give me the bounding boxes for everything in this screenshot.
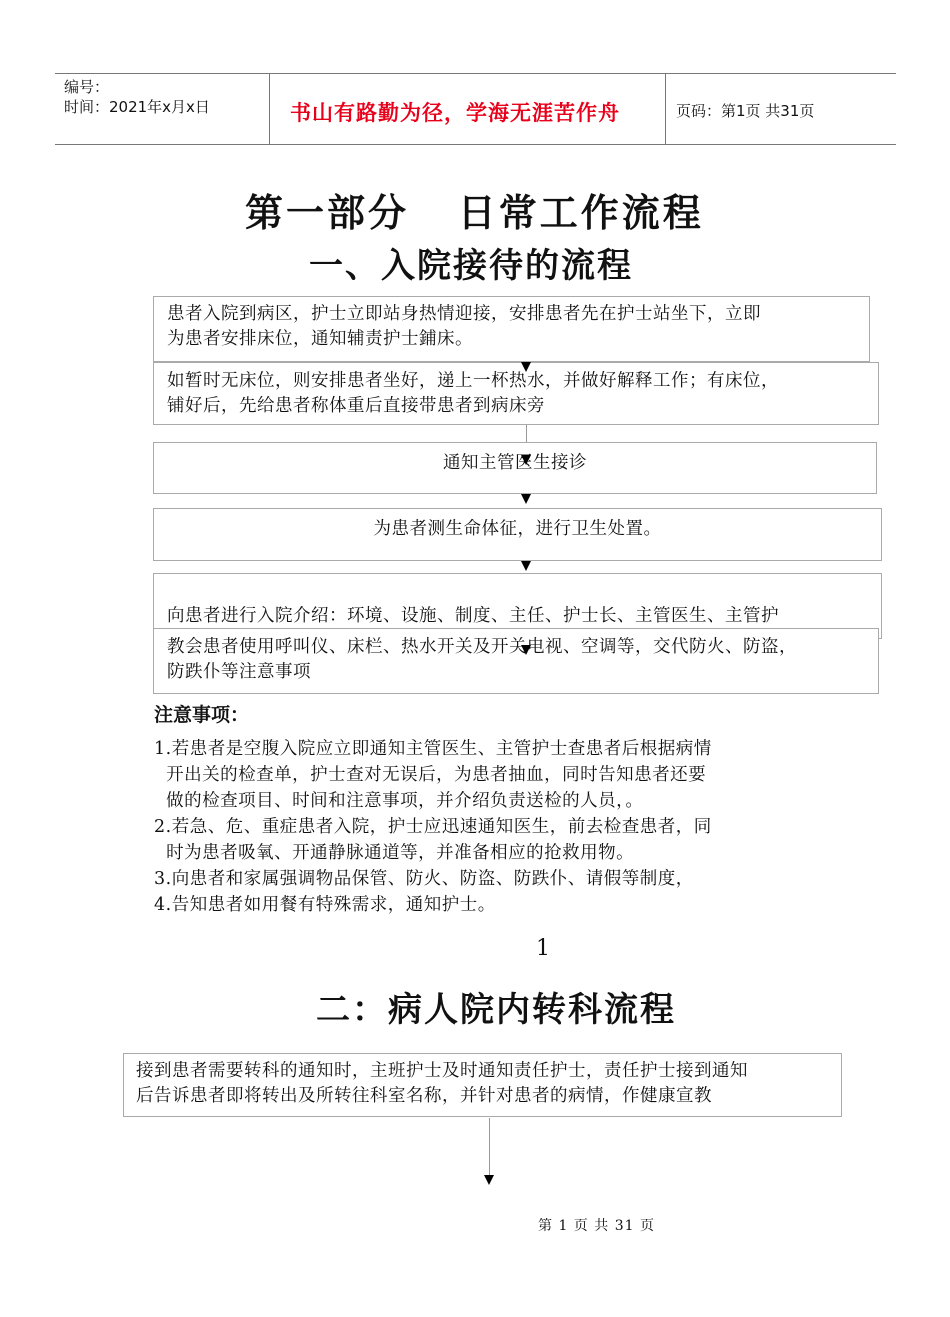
flow1-step-6 xyxy=(153,628,879,694)
notes-list xyxy=(154,736,712,918)
flow1-arrow-5 xyxy=(521,645,531,655)
flow1-arrow-1 xyxy=(521,362,531,372)
note-line-2: 开出关的检查单，护士查对无误后，为患者抽血，同时告知患者还要 xyxy=(154,765,707,785)
serial-label: 编号： xyxy=(64,78,110,96)
notes-heading: 注意事项： xyxy=(154,704,250,726)
flow2-step-1 xyxy=(123,1053,842,1117)
flow1-step-1 xyxy=(153,296,870,362)
page-footer: 第 1 页 共 31 页 xyxy=(538,1218,655,1234)
page-info: 页码：第1页 共31页 xyxy=(676,102,815,120)
motto: 书山有路勤为径，学海无涯苦作舟 xyxy=(290,100,620,125)
flow2-connector-1 xyxy=(489,1118,490,1176)
flow1-step-2-line-2: 铺好后，先给患者称体重后直接带患者到病床旁 xyxy=(167,396,545,416)
section2-title: 二：病人院内转科流程 xyxy=(316,990,676,1030)
note-line-1: 1.若患者是空腹入院应立即通知主管医生、主管护士查患者后根据病情 xyxy=(154,739,712,759)
page-number-mid: 1 xyxy=(536,936,550,961)
flow1-arrow-2 xyxy=(521,455,531,465)
header-bottom-rule xyxy=(55,144,896,145)
time-label: 时间：2021年x月x日 xyxy=(64,98,210,116)
flow2-step-1-line-1: 接到患者需要转科的通知时，主班护士及时通知责任护士，责任护士接到通知 xyxy=(136,1061,748,1081)
flow1-step-3 xyxy=(153,442,877,494)
flow1-arrow-3 xyxy=(521,494,531,504)
flow1-step-3-line-1: 通知主管医生接诊 xyxy=(443,453,587,473)
flow2-step-1-line-2: 后告诉患者即将转出及所转往科室名称，并针对患者的病情，作健康宣教 xyxy=(136,1086,712,1106)
header-divider-left xyxy=(269,73,270,144)
header-divider-right xyxy=(665,73,666,144)
section1-title: 一、入院接待的流程 xyxy=(309,246,633,286)
note-line-4: 2.若急、危、重症患者入院，护士应迅速通知医生，前去检查患者，同 xyxy=(154,817,712,837)
flow1-step-6-line-2: 防跌仆等注意事项 xyxy=(167,662,311,682)
note-line-7: 4.告知患者如用餐有特殊需求，通知护士。 xyxy=(154,895,496,915)
flow1-step-4-line-1: 为患者测生命体征，进行卫生处置。 xyxy=(373,519,662,539)
note-line-6: 3.向患者和家属强调物品保管、防火、防盗、防跌仆、请假等制度， xyxy=(154,869,694,889)
note-line-3: 做的检查项目、时间和注意事项，并介绍负责送检的人员，。 xyxy=(154,791,644,811)
flow1-step-6-line-1: 教会患者使用呼叫仪、床栏、热水开关及开关电视、空调等，交代防火、防盗， xyxy=(167,637,797,657)
header-top-rule xyxy=(55,73,896,74)
flow1-step-1-line-1: 患者入院到病区，护士立即站身热情迎接，安排患者先在护士站坐下，立即 xyxy=(167,304,761,324)
flow1-step-5-line-1: 向患者进行入院介绍：环境、设施、制度、主任、护士长、主管医生、主管护 xyxy=(167,606,779,626)
flow2-arrow-1 xyxy=(484,1175,494,1185)
flow1-step-2-line-1: 如暂时无床位，则安排患者坐好，递上一杯热水，并做好解释工作；有床位， xyxy=(167,371,779,391)
part-title: 第一部分 日常工作流程 xyxy=(245,190,704,235)
note-line-5: 时为患者吸氧、开通静脉通道等，并准备相应的抢救用物。 xyxy=(154,843,635,863)
flow1-arrow-4 xyxy=(521,561,531,571)
flow1-step-2 xyxy=(153,362,879,425)
flow1-step-4 xyxy=(153,508,882,561)
flow1-step-1-line-2: 为患者安排床位，通知辅责护士鋪床。 xyxy=(167,329,473,349)
